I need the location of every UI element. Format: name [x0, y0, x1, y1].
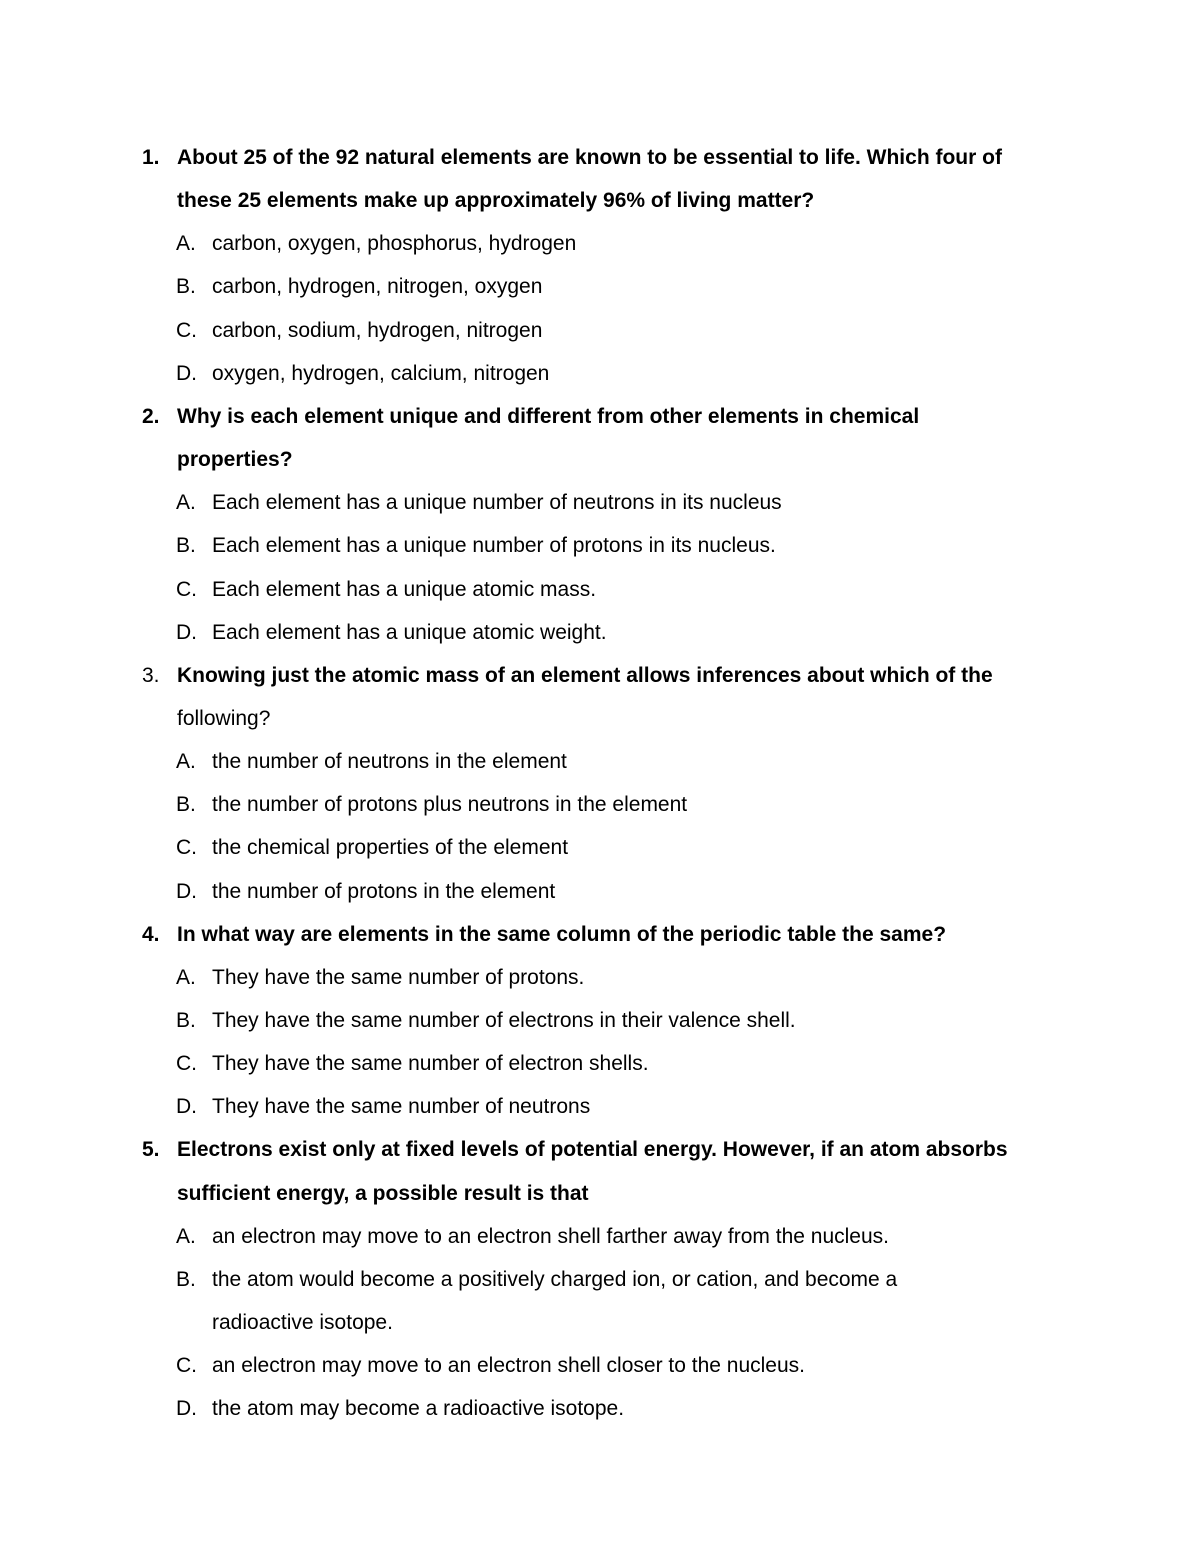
option-text: They have the same number of electrons in their valence shell. — [212, 1009, 796, 1032]
question-text: properties? — [177, 448, 293, 472]
option-text: the number of neutrons in the element — [212, 750, 567, 774]
option-text: the number of protons plus neutrons in the element — [212, 793, 688, 817]
option-letter: A. — [176, 1224, 196, 1248]
question-text: Knowing just the atomic mass of an element allows inferences about which of the — [177, 663, 993, 687]
option-text: carbon, hydrogen, nitrogen, oxygen — [212, 275, 543, 299]
option-text: the atom would become a positively charged ion, or cation, and become a — [212, 1267, 898, 1291]
option-letter: A. — [176, 491, 196, 515]
option-letter: A. — [176, 232, 196, 256]
question-text: Electrons exist only at fixed levels of potential energy. However, if an atom absorbs — [177, 1138, 1008, 1162]
option-letter: D. — [176, 620, 197, 644]
option-letter: C. — [176, 1354, 197, 1378]
option-text: an electron may move to an electron shell closer to the nucleus. — [212, 1354, 805, 1378]
question-number: 3. — [142, 663, 160, 687]
option-letter: D. — [176, 1095, 197, 1119]
question-text: sufficient energy, a possible result is that — [177, 1181, 589, 1205]
question-text: following? — [177, 706, 271, 730]
option-letter: A. — [176, 750, 196, 774]
option-text: the chemical properties of the element — [212, 836, 569, 860]
option-text: the number of protons in the element — [212, 879, 556, 903]
option-text: oxygen, hydrogen, calcium, nitrogen — [212, 361, 550, 385]
option-letter: B. — [176, 275, 196, 299]
option-text: carbon, oxygen, phosphorus, hydrogen — [212, 232, 577, 256]
option-letter: A. — [176, 965, 196, 989]
option-text: They have the same number of neutrons — [212, 1095, 591, 1119]
option-text: Each element has a unique atomic weight. — [212, 620, 607, 644]
question-text: In what way are elements in the same column of the periodic table the same? — [177, 922, 947, 946]
question-number: 4. — [142, 922, 160, 946]
question-text: About 25 of the 92 natural elements are known to be essential to life. Which four of — [177, 146, 1002, 169]
option-letter: B. — [176, 1009, 196, 1032]
option-letter: D. — [176, 1397, 197, 1421]
question-text: these 25 elements make up approximately 96% of living matter? — [177, 189, 815, 213]
option-letter: B. — [176, 534, 196, 558]
option-text: They have the same number of electron shells. — [212, 1052, 649, 1076]
option-letter: C. — [176, 577, 197, 601]
option-text: Each element has a unique number of neutrons in its nucleus — [212, 491, 782, 515]
question-number: 1. — [142, 146, 160, 169]
option-text: Each element has a unique number of protons in its nucleus. — [212, 534, 776, 558]
option-letter: B. — [176, 1267, 196, 1291]
option-letter: D. — [176, 361, 197, 385]
option-letter: C. — [176, 836, 197, 860]
option-letter: B. — [176, 793, 196, 817]
option-letter: D. — [176, 879, 197, 903]
option-letter: C. — [176, 1052, 197, 1076]
option-text: They have the same number of protons. — [212, 965, 585, 989]
option-text: Each element has a unique atomic mass. — [212, 577, 597, 601]
option-text: an electron may move to an electron shell farther away from the nucleus. — [212, 1224, 890, 1248]
option-text: carbon, sodium, hydrogen, nitrogen — [212, 318, 543, 342]
question-text: Why is each element unique and different from other elements in chemical — [177, 404, 920, 428]
option-letter: C. — [176, 318, 197, 342]
option-text: the atom may become a radioactive isotope. — [212, 1397, 625, 1421]
question-number: 5. — [142, 1138, 160, 1162]
question-number: 2. — [142, 404, 160, 428]
option-text: radioactive isotope. — [212, 1311, 393, 1335]
